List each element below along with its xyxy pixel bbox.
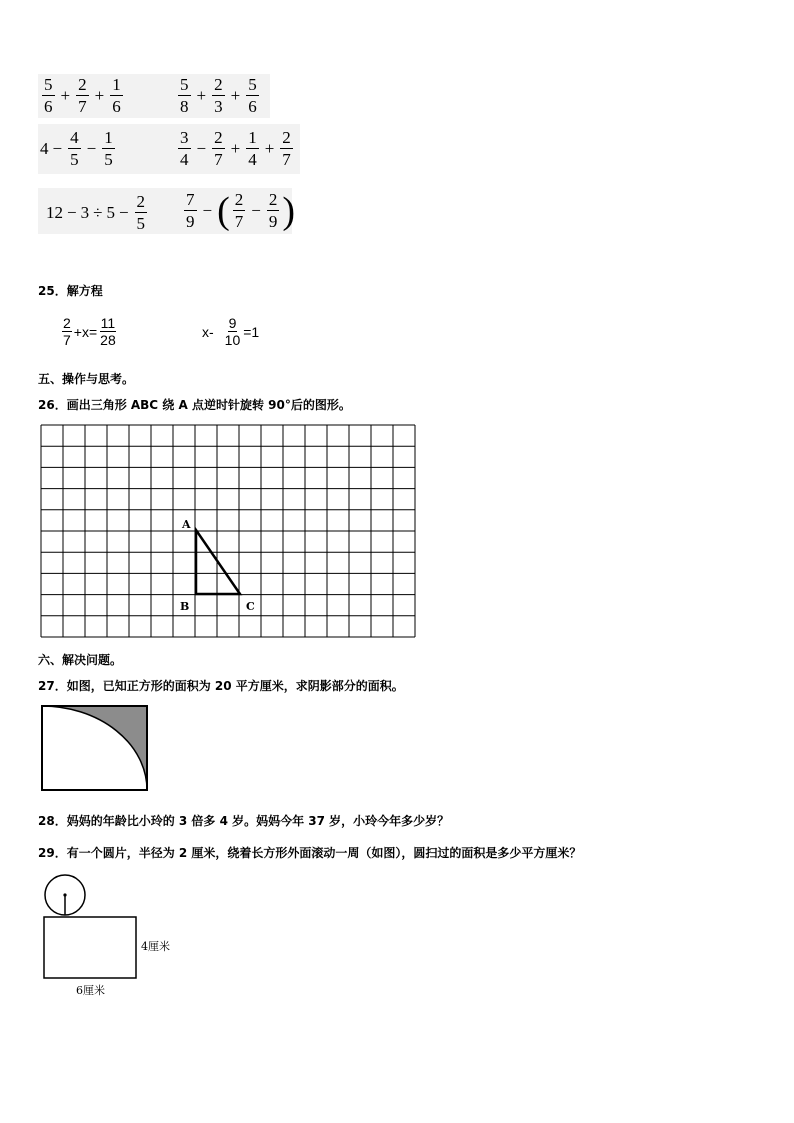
triangle-abc	[196, 530, 240, 594]
operator: −	[67, 202, 77, 222]
fraction	[212, 76, 225, 115]
denominator: 7	[214, 150, 223, 169]
point-a-label: A	[182, 518, 191, 531]
denominator: 6	[112, 97, 121, 116]
numerator: 2	[136, 192, 146, 211]
width-label: 6厘米	[76, 984, 105, 997]
question-27-text: 27．如图，已知正方形的面积为 20 平方厘米，求阴影部分的面积。	[38, 679, 404, 693]
operator: +	[264, 138, 275, 158]
equation-1	[60, 316, 119, 347]
fraction	[42, 76, 55, 115]
rolling-circle-figure	[40, 872, 200, 1002]
operator: −	[196, 138, 207, 158]
fraction	[76, 76, 89, 115]
equation-2	[202, 316, 259, 347]
eq2-frac-num: 9	[228, 315, 237, 331]
numerator: 2	[234, 190, 244, 209]
operator: +	[60, 85, 71, 105]
eq1-rhs-num: 11	[100, 315, 116, 331]
rotation-grid-figure	[40, 424, 420, 640]
question-26-text: 26．画出三角形 ABC 绕 A 点逆时针旋转 90°后的图形。	[38, 398, 351, 412]
operator: −	[202, 200, 213, 220]
eq1-frac-num: 2	[63, 315, 71, 331]
denominator: 9	[268, 212, 278, 231]
numerator: 2	[282, 128, 291, 147]
eq1-mid: +x=	[73, 323, 98, 340]
number: 5	[106, 202, 115, 222]
fraction	[184, 191, 197, 230]
fraction	[178, 76, 191, 115]
operator: −	[52, 138, 63, 158]
operator: +	[230, 138, 241, 158]
denominator: 5	[104, 150, 113, 169]
section-5-heading: 五、操作与思考。	[38, 372, 135, 386]
operator: +	[94, 85, 105, 105]
denominator: 4	[180, 150, 189, 169]
parenthesis: )	[282, 189, 295, 232]
denominator: 8	[180, 97, 189, 116]
section-6-heading: 六、解决问题。	[38, 653, 123, 667]
shaded-region	[42, 706, 147, 790]
fraction	[178, 129, 191, 168]
denominator: 7	[78, 97, 87, 116]
numerator: 1	[248, 128, 257, 147]
number: 12	[46, 202, 63, 222]
calc-expression	[176, 129, 295, 168]
denominator: 4	[248, 150, 257, 169]
grid-lines	[41, 425, 415, 637]
numerator: 7	[186, 190, 195, 209]
fraction	[110, 76, 123, 115]
shaded-square-figure	[40, 704, 150, 794]
numerator: 2	[268, 190, 278, 209]
eq2-pre: x-	[202, 323, 214, 340]
calc-expression	[176, 76, 261, 115]
calc-expression	[40, 76, 125, 115]
question-25-label: 25．解方程	[38, 284, 103, 298]
numerator: 5	[44, 75, 53, 94]
numerator: 2	[214, 128, 223, 147]
rectangle-outline	[44, 917, 136, 978]
numerator: 5	[180, 75, 189, 94]
height-label: 4厘米	[141, 940, 170, 953]
fraction	[212, 129, 225, 168]
point-c-label: C	[246, 600, 255, 613]
numerator: 2	[214, 75, 223, 94]
operator: +	[196, 85, 207, 105]
numerator: 4	[70, 128, 79, 147]
number: 3	[80, 202, 90, 222]
denominator: 3	[214, 97, 223, 116]
circle-center	[63, 893, 66, 896]
denominator: 6	[248, 97, 257, 116]
question-29-text: 29．有一个圆片，半径为 2 厘米，绕着长方形外面滚动一周（如图），圆扫过的面积是多少平方厘米？	[38, 846, 582, 860]
denominator: 7	[282, 150, 291, 169]
denominator: 5	[70, 150, 79, 169]
calc-expression	[182, 191, 296, 230]
operator: −	[86, 138, 97, 158]
operator: ÷	[93, 202, 103, 222]
operator: +	[230, 85, 241, 105]
numerator: 5	[248, 75, 257, 94]
fraction	[267, 191, 280, 230]
fraction	[280, 129, 293, 168]
fraction	[135, 193, 148, 232]
fraction	[233, 191, 246, 230]
denominator: 6	[44, 97, 53, 116]
operator: −	[118, 202, 129, 222]
fraction	[68, 129, 81, 168]
calc-expression	[46, 193, 149, 232]
question-28-text: 28．妈妈的年龄比小玲的 3 倍多 4 岁。妈妈今年 37 岁，小玲今年多少岁？	[38, 814, 450, 828]
fraction	[246, 129, 259, 168]
eq2-frac-den: 10	[224, 332, 241, 348]
numerator: 1	[112, 75, 121, 94]
numerator: 3	[180, 128, 189, 147]
denominator: 7	[234, 212, 244, 231]
calc-expression	[40, 129, 117, 168]
eq1-rhs-den: 28	[100, 332, 116, 348]
eq2-post: =1	[243, 323, 260, 340]
numerator: 2	[78, 75, 87, 94]
point-b-label: B	[180, 600, 190, 613]
fraction	[102, 129, 115, 168]
parenthesis: (	[217, 189, 230, 232]
operator: −	[251, 200, 261, 220]
denominator: 9	[186, 212, 195, 231]
numerator: 1	[104, 128, 113, 147]
number: 4	[40, 138, 49, 158]
fraction	[246, 76, 259, 115]
eq1-frac-den: 7	[63, 332, 71, 348]
denominator: 5	[136, 214, 146, 233]
